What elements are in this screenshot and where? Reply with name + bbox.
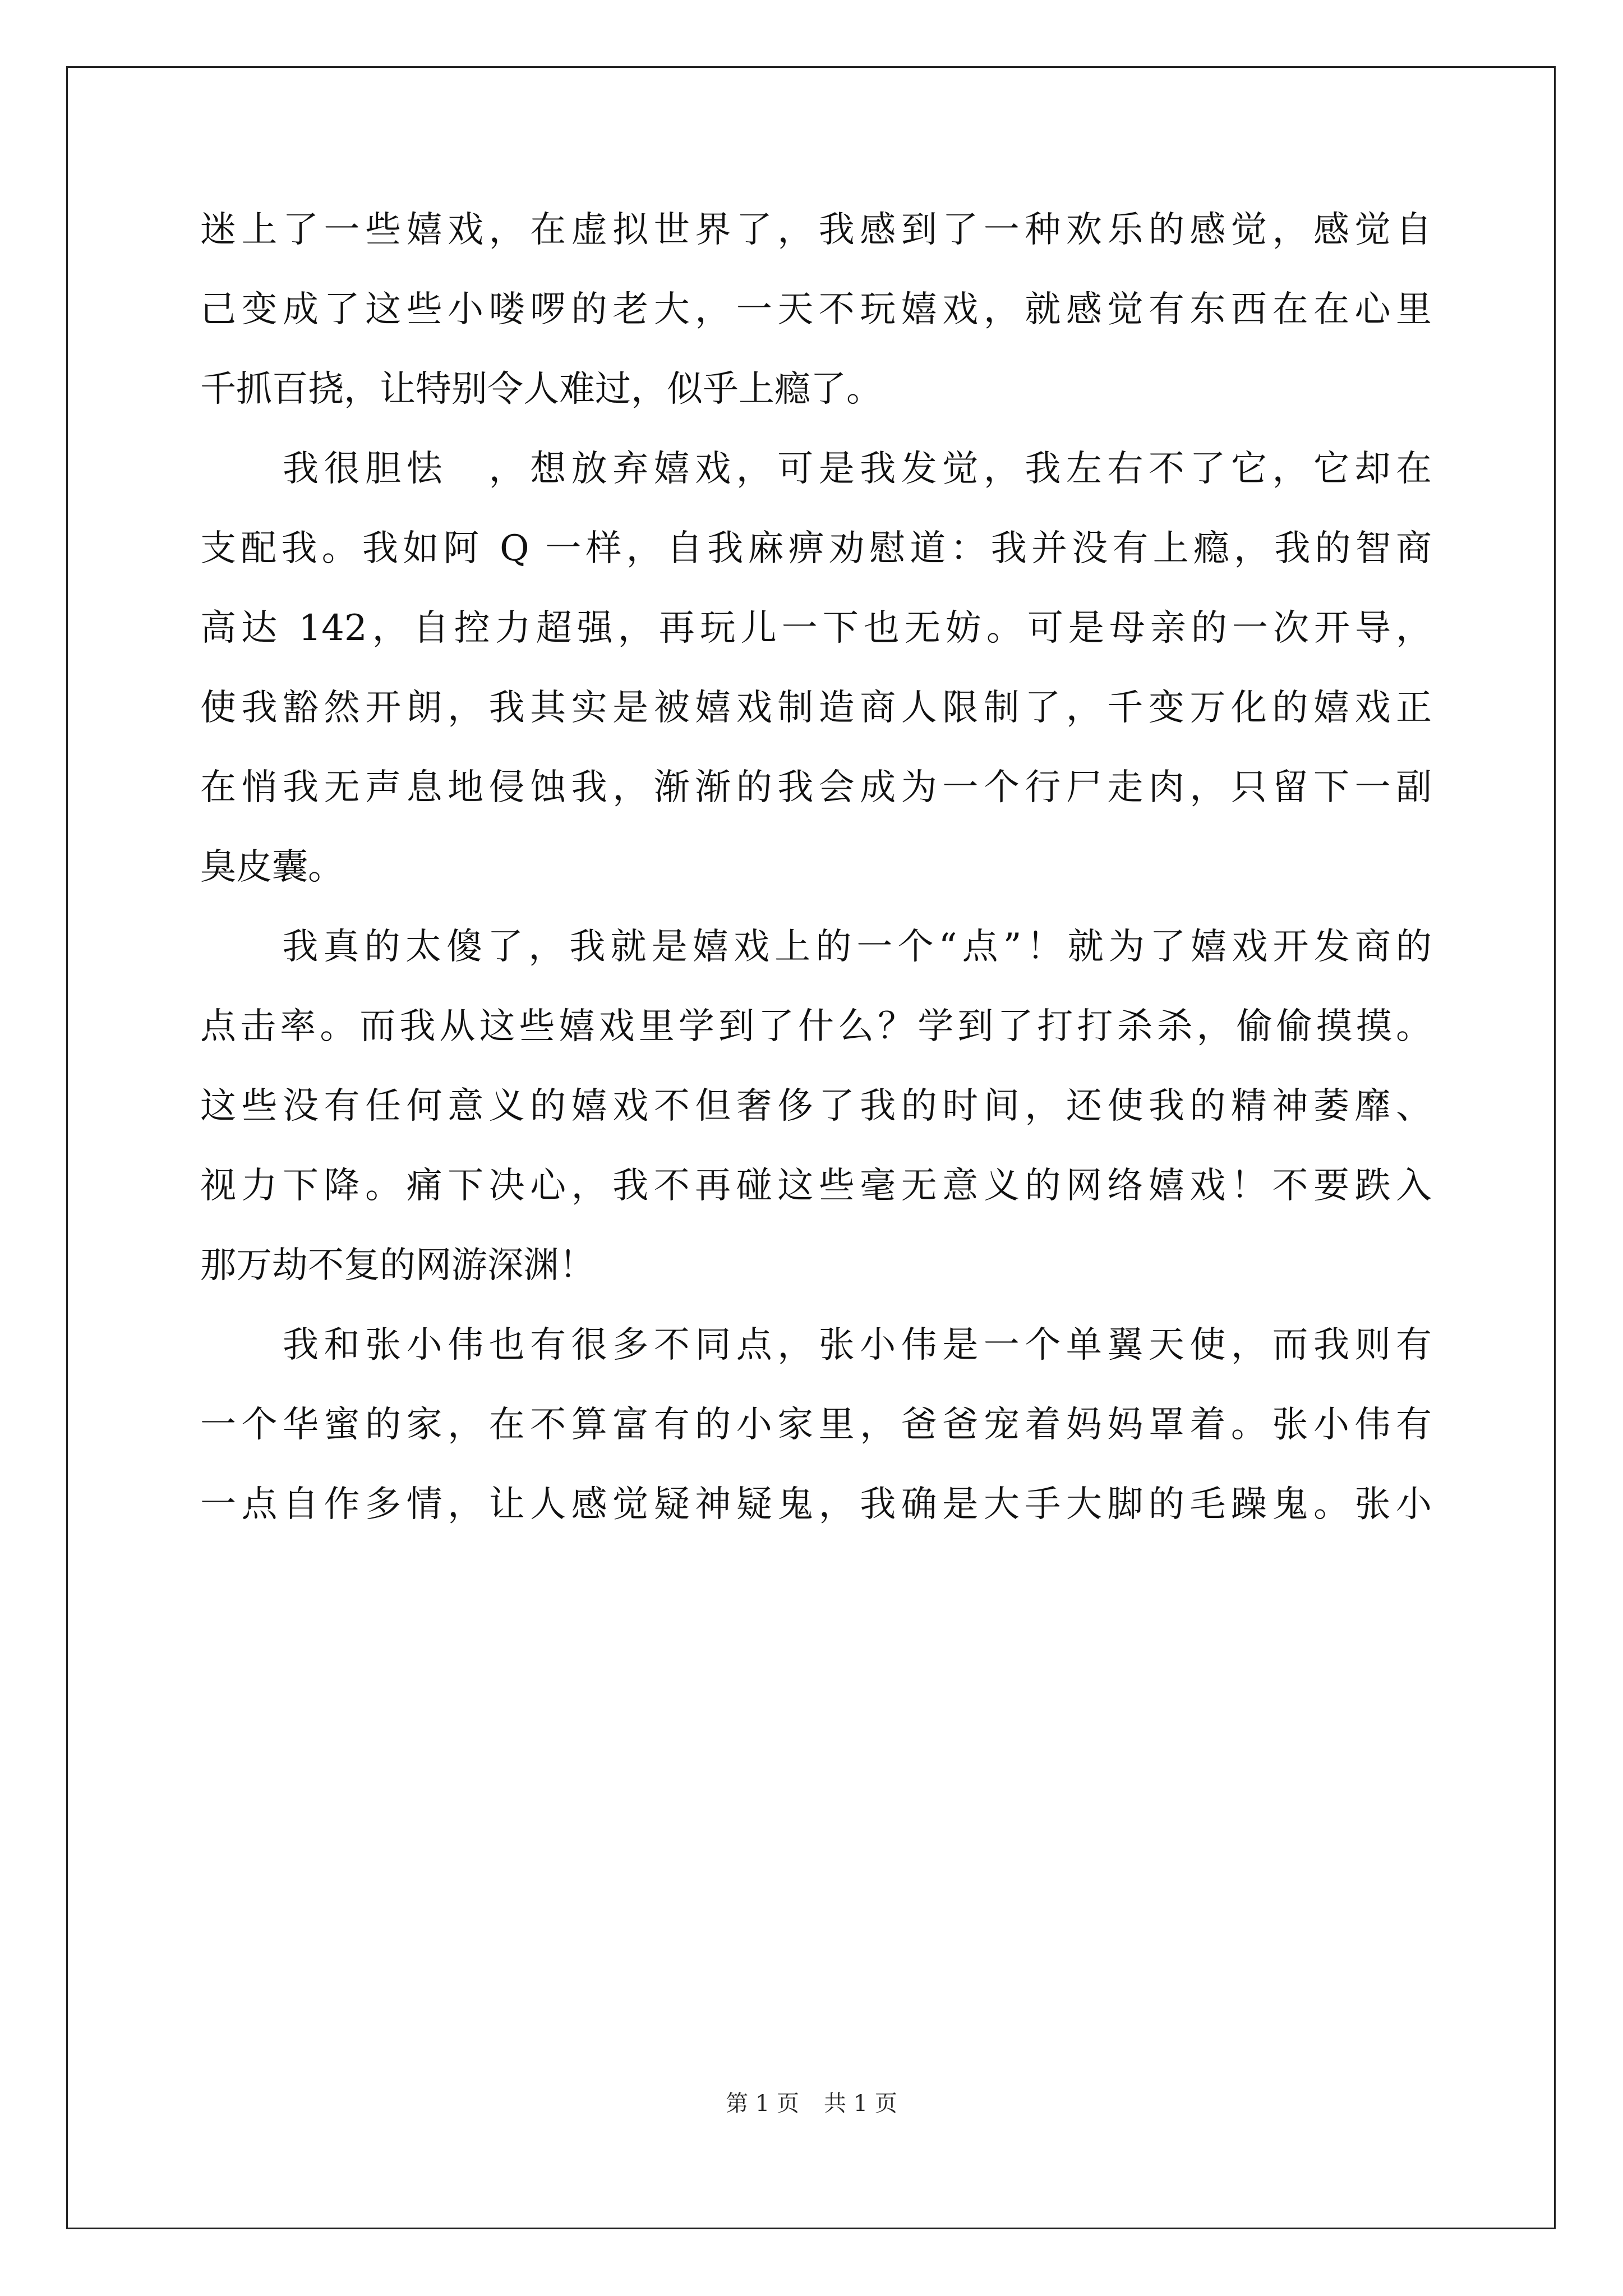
text-line: 我和张小伟也有很多不同点，张小伟是一个单翼天使，而我则有 [200,1324,1432,1366]
text-line: 一个华蜜的家，在不算富有的小家里，爸爸宠着妈妈罩着。张小伟有 [200,1404,1432,1446]
text-line: 使我豁然开朗，我其实是被嬉戏制造商人限制了，千变万化的嬉戏正 [200,687,1432,729]
text-line: 迷上了一些嬉戏，在虚拟世界了，我感到了一种欢乐的感觉，感觉自 [200,209,1432,251]
text-line: 那万劫不复的网游深渊！ [200,1245,595,1286]
page-number-current: 第 1 页 [726,2091,799,2116]
text-line: 高达 142，自控力超强，再玩儿一下也无妨。可是母亲的一次开导， [200,608,1432,649]
text-line: 视力下降。痛下决心，我不再碰这些毫无意义的网络嬉戏！不要跌入 [200,1165,1432,1207]
text-line: 支配我。我如阿 Q 一样，自我麻痹劝慰道：我并没有上瘾，我的智商 [200,528,1432,569]
text-line: 千抓百挠，让特别令人难过，似乎上瘾了。 [200,369,882,410]
text-line: 我真的太傻了，我就是嬉戏上的一个“点”！就为了嬉戏开发商的 [200,926,1432,968]
text-line: 这些没有任何意义的嬉戏不但奢侈了我的时间，还使我的精神萎靡、 [200,1085,1432,1127]
text-line: 我很胆怯 ，想放弃嬉戏，可是我发觉，我左右不了它，它却在 [200,448,1432,490]
text-line: 己变成了这些小喽啰的老大，一天不玩嬉戏，就感觉有东西在在心里 [200,289,1432,330]
text-line: 一点自作多情，让人感觉疑神疑鬼，我确是大手大脚的毛躁鬼。张小 [200,1484,1432,1525]
text-line: 在悄我无声息地侵蚀我，渐渐的我会成为一个行尸走肉，只留下一副 [200,767,1432,808]
text-line: 点击率。而我从这些嬉戏里学到了什么？学到了打打杀杀，偷偷摸摸。 [200,1006,1432,1047]
page-footer [0,2090,1623,2118]
text-line: 臭皮囊。 [200,846,344,888]
page-number-total: 共 1 页 [824,2091,897,2116]
